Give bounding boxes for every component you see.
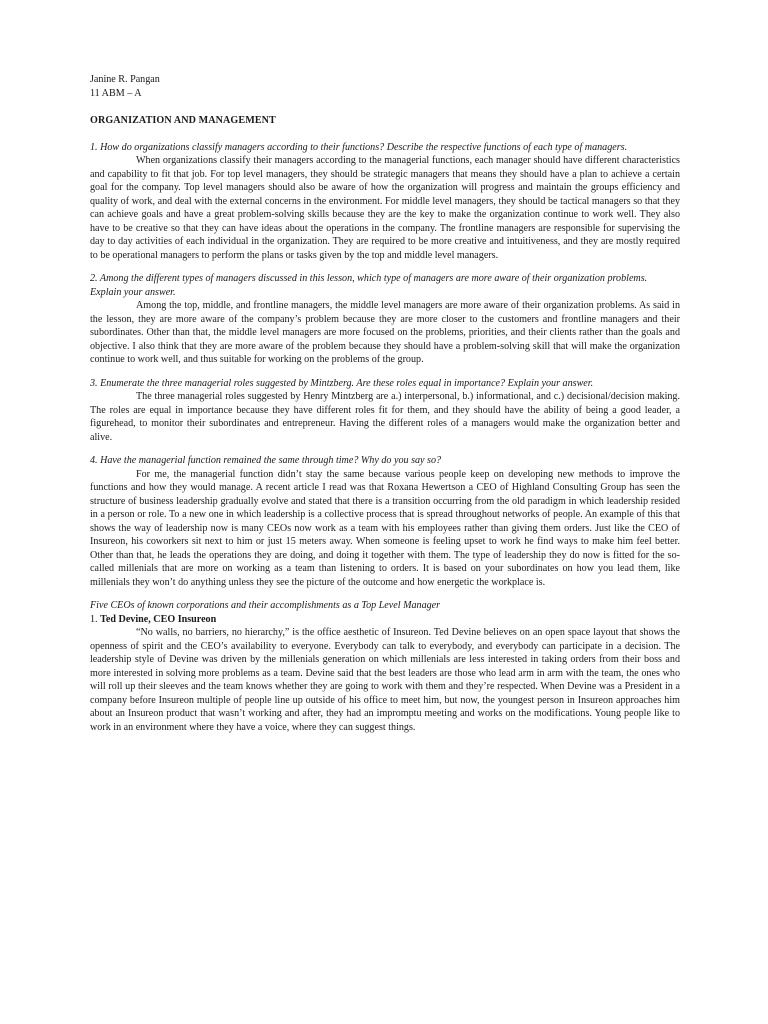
question-section-4	[90, 454, 680, 589]
answer-4-text: For me, the managerial function didn’t stay the same because various people keep on developing new methods to improve the functions and how they would manage. A recent article I read was that Roxana Hewertson a CEO of Highland Consulting Group has seen the structure of business leadership gradually evolve and stated that there is a transition occurring from the old paradigm in which leadership resided in a person or role. To a new one in which leadership is a collective process that is spread throughout networks of people. An example of this that shows the way of leadership now is many CEOs now work as a team with his employees rather than giving them orders. Just like the CEO of Insureon, his coworkers sit next to him or just 15 meters away. When someone is feeling upset to work he find ways to make him feel better. Other than that, he leads the operations they are doing, and doing it together with them. The type of leadership they do now is fitted for the so-called millenials that are more on working as a team than listening to orders. It is based on your subordinates on how you lead them, like millenials they won’t do anything unless they see the picture of the outcome and how energetic the workplace is.	[90, 468, 680, 588]
ceo-item-heading: Ted Devine, CEO Insureon	[100, 613, 217, 625]
grade-section: 11 ABM – A	[90, 87, 142, 99]
ceo-section	[90, 599, 680, 734]
answer-3-text: The three managerial roles suggested by Henry Mintzberg are a.) interpersonal, b.) informational, and c.) decisional/decision making. The roles are equal in importance because they have different roles fit for them, and they should have the ability of being a good leader, a figurehead, to monitor their subordinates and entrepreneur. Having the different roles of a managers would make the organization better and alive.	[90, 391, 680, 443]
answer-3	[90, 390, 680, 444]
answer-1	[90, 154, 680, 262]
document-page	[90, 73, 680, 744]
question-1: 1. How do organizations classify managers according to their functions? Describe the respective functions of each type of managers.	[90, 141, 628, 153]
ceo-item-number: 1.	[90, 613, 98, 625]
answer-2	[90, 299, 680, 367]
ceo-item-text: “No walls, no barriers, no hierarchy,” is the office aesthetic of Insureon. Ted Devine believes on an open space layout that shows the openness of spirit and the CEO’s availability to everyone. Everybody can talk to everybody, and everybody can participate in a decision. The leadership style of Devine was driven by the millenials generation on which millenials are less interested in taking orders from their boss and more interested in solving more problems as a team. Devine said that the best leaders are those who lead arm in arm with the team, the ones who will roll up their sleeves and the team knows whether they are going to work with them and they’re respected. When Devine was a President in a company before Insureon multiple of people line up outside of his office to meet him, but now, the youngest person in Insureon approaches him about an Insureon product that wasn’t working and after, they had an impromptu meeting and works on the modifications. Young people like to work in an environment where they have a voice, where they can suggest things.	[90, 627, 680, 733]
question-3: 3. Enumerate the three managerial roles suggested by Mintzberg. Are these roles equal in importance? Explain your answer.	[90, 377, 594, 389]
answer-2-text: Among the top, middle, and frontline managers, the middle level managers are more aware of their organization problems. As said in the lesson, they are more aware of the company’s problem because they are more closer to the customers and frontline managers and their subordinates. Other than that, the middle level managers are more focused on the problems, priorities, and their clients rather than the goals and objective. I also think that they are more aware of the problem because they should have a problem-solving skill that will make the organization continue to work well, and thus suitable for working on the problems of the group.	[90, 300, 680, 365]
question-4: 4. Have the managerial function remained the same through time? Why do you say so?	[90, 455, 442, 466]
document-title: ORGANIZATION AND MANAGEMENT	[90, 114, 276, 126]
question-section-2	[90, 272, 680, 367]
ceo-item-body	[90, 626, 680, 734]
author-name: Janine R. Pangan	[90, 74, 160, 85]
answer-4	[90, 468, 680, 590]
ceo-item-heading-line	[90, 613, 680, 627]
answer-1-text: When organizations classify their managers according to the managerial functions, each manager should have different characteristics and capability to fit that job. For top level managers, they should be strategic managers that means they should have a plan to achieve a certain goal for the company. Top level managers should also be aware of how the organization will progress and maintain the groups efficiency and quality of work, and deal with the external concerns in the environment. For middle level managers, they should be tactical managers so that they can achieve goals and have a great problem-solving skills because they are the key to make the organization continue to work well. They also have to be creative so that they can have ideas about the operations in the company. The frontline managers are responsible for supervising the day to day activities of each individual in the organization. They are required to be more creative and intuitiveness, and they are mostly required to be operational managers to perform the plans or tasks given by the top and middle level managers.	[90, 155, 680, 261]
question-section-3	[90, 377, 680, 445]
ceo-section-intro: Five CEOs of known corporations and their accomplishments as a Top Level Manager	[90, 600, 441, 611]
question-2: 2. Among the different types of managers discussed in this lesson, which type of managers are more aware of their organization problems. Explain your answer.	[90, 273, 648, 298]
question-section-1	[90, 141, 680, 263]
